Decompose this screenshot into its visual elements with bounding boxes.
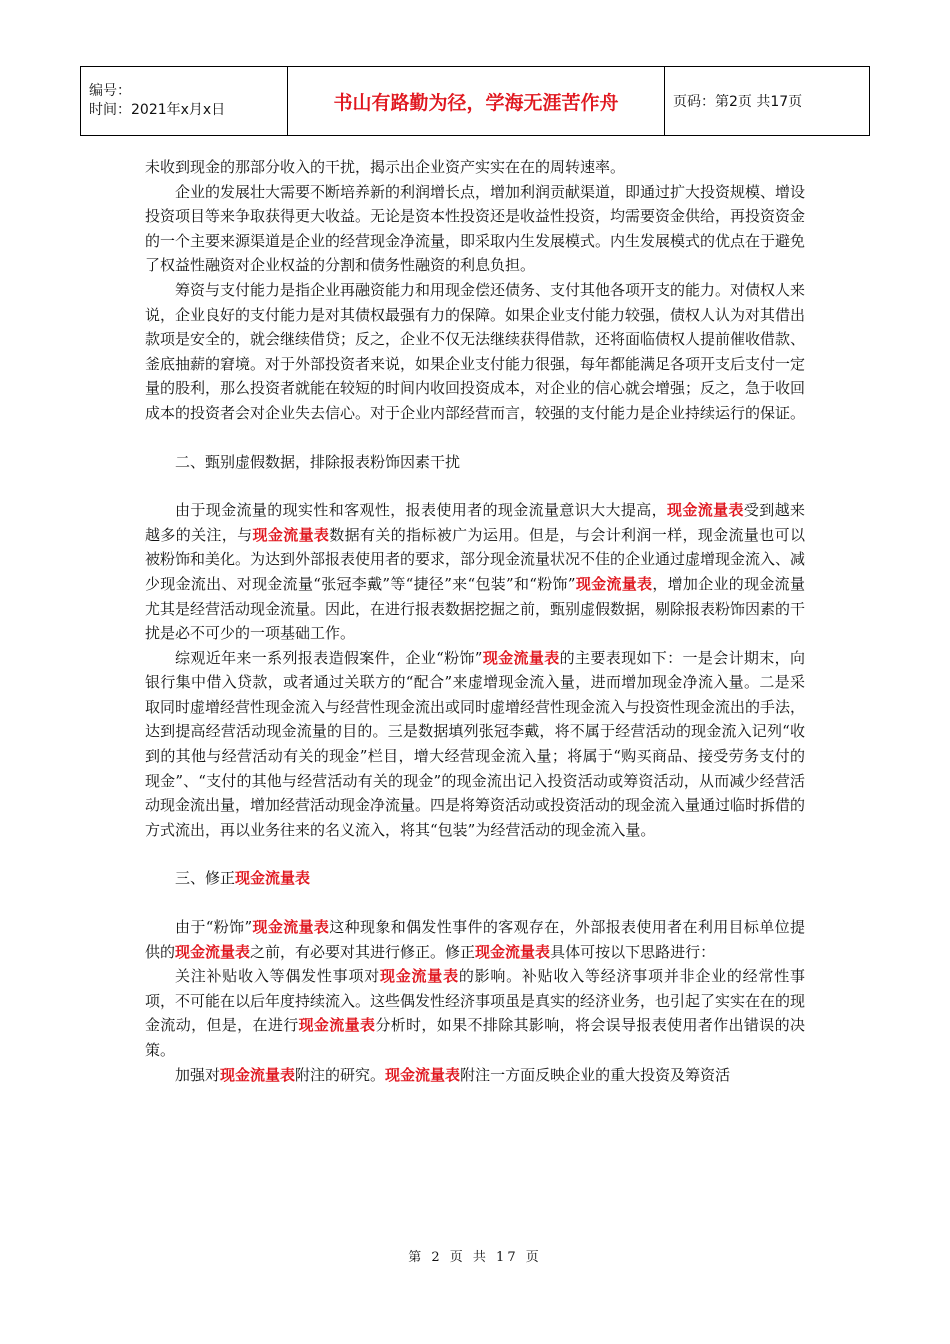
highlighted-term: 现金流量表 [666, 501, 744, 520]
document-date: 时间：2021年x月x日 [89, 102, 226, 118]
highlighted-term: 现金流量表 [235, 869, 311, 888]
highlighted-term: 现金流量表 [220, 1065, 296, 1084]
page-header [80, 66, 870, 136]
header-motto: 书山有路勤为径，学海无涯苦作舟 [288, 67, 665, 136]
body-paragraph: 综观近年来一系列报表造假案件，企业“粉饰”现金流量表的主要表现如下：一是会计期末，向银行集中借入贷款，或者通过关联方的“配合”来虚增现金流入量，进而增加现金净流入量。二是采取同时虚增经营性现金流入与经营性现金流出或同时虚增经营性现金流入与投资性现金流出的手法，达到提高经营活动现金流量的目的。三是数据填列张冠李戴，将不属于经营活动的现金流入记列“收到的其他与经营活动有关的现金”栏目，增大经营现金流入量；将属于“购买商品、接受劳务支付的现金”、“支付的其他与经营活动有关的现金”的现金流出记入投资活动或筹资活动，从而减少经营活动现金流出量，增加经营活动现金净流量。四是将筹资活动或投资活动的现金流入量通过临时拆借的方式流出，再以业务往来的名义流入，将其“包装”为经营活动的现金流入量。 [145, 648, 806, 839]
section-heading: 三、修正现金流量表 [175, 869, 311, 888]
section-heading: 二、甄别虚假数据，排除报表粉饰因素干扰 [175, 452, 461, 471]
body-paragraph: 加强对现金流量表附注的研究。现金流量表附注一方面反映企业的重大投资及筹资活 [175, 1065, 731, 1084]
highlighted-term: 现金流量表 [475, 942, 551, 961]
highlighted-term: 现金流量表 [175, 942, 251, 961]
document-body [145, 155, 805, 1087]
body-paragraph: 企业的发展壮大需要不断培养新的利润增长点，增加利润贡献渠道，即通过扩大投资规模、增设投资项目等来争取获得更大收益。无论是资本性投资还是收益性投资，均需要资金供给，再投资资金的一个主要来源渠道是企业的经营现金净流量，即采取内生发展模式。内生发展模式的优点在于避免了权益性融资对企业权益的分割和债务性融资的利息负担。 [145, 182, 806, 275]
header-page-info: 页码：第2页 共17页 [665, 67, 870, 136]
highlighted-term: 现金流量表 [298, 1016, 376, 1035]
highlighted-term: 现金流量表 [380, 967, 459, 986]
body-paragraph: 由于“粉饰”现金流量表这种现象和偶发性事件的客观存在，外部报表使用者在利用目标单位提供的现金流量表之前，有必要对其进行修正。修正现金流量表具体可按以下思路进行： [145, 918, 805, 961]
highlighted-term: 现金流量表 [252, 525, 330, 544]
highlighted-term: 现金流量表 [385, 1065, 461, 1084]
highlighted-term: 现金流量表 [575, 574, 653, 593]
header-left [81, 67, 288, 136]
document-number: 编号： [89, 83, 131, 99]
highlighted-term: 现金流量表 [252, 918, 330, 937]
body-paragraph: 未收到现金的那部分收入的干扰，揭示出企业资产实实在在的周转速率。 [145, 158, 626, 176]
body-paragraph: 筹资与支付能力是指企业再融资能力和用现金偿还债务、支付其他各项开支的能力。对债权人来说，企业良好的支付能力是对其债权最强有力的保障。如果企业支付能力较强，债权人认为对其借出款项是安全的，就会继续借贷；反之，企业不仅无法继续获得借款，还将面临债权人提前催收借款、釜底抽薪的窘境。对于外部投资者来说，如果企业支付能力很强，每年都能满足各项开支后支付一定量的股利，那么投资者就能在较短的时间内收回投资成本，对企业的信心就会增强；反之，急于收回成本的投资者会对企业失去信心。对于企业内部经营而言，较强的支付能力是企业持续运行的保证。 [145, 280, 806, 422]
page-footer: 第 2 页 共 17 页 [408, 1250, 542, 1265]
body-paragraph: 关注补贴收入等偶发性事项对现金流量表的影响。补贴收入等经济事项并非企业的经常性事项，不可能在以后年度持续流入。这些偶发性经济事项虽是真实的经济业务，也引起了实实在在的现金流动，但是，在进行现金流量表分析时，如果不排除其影响，将会误导报表使用者作出错误的决策。 [145, 967, 806, 1059]
body-paragraph: 由于现金流量的现实性和客观性，报表使用者的现金流量意识大大提高，现金流量表受到越来越多的关注，与现金流量表数据有关的指标被广为运用。但是，与会计利润一样，现金流量也可以被粉饰和美化。为达到外部报表使用者的要求，部分现金流量状况不佳的企业通过虚增现金流入、减少现金流出、对现金流量“张冠李戴”等“捷径”来“包装”和“粉饰”现金流量表，增加企业的现金流量尤其是经营活动现金流量。因此，在进行报表数据挖掘之前，甄别虚假数据，剔除报表粉饰因素的干扰是必不可少的一项基础工作。 [145, 501, 806, 643]
highlighted-term: 现金流量表 [482, 648, 560, 667]
